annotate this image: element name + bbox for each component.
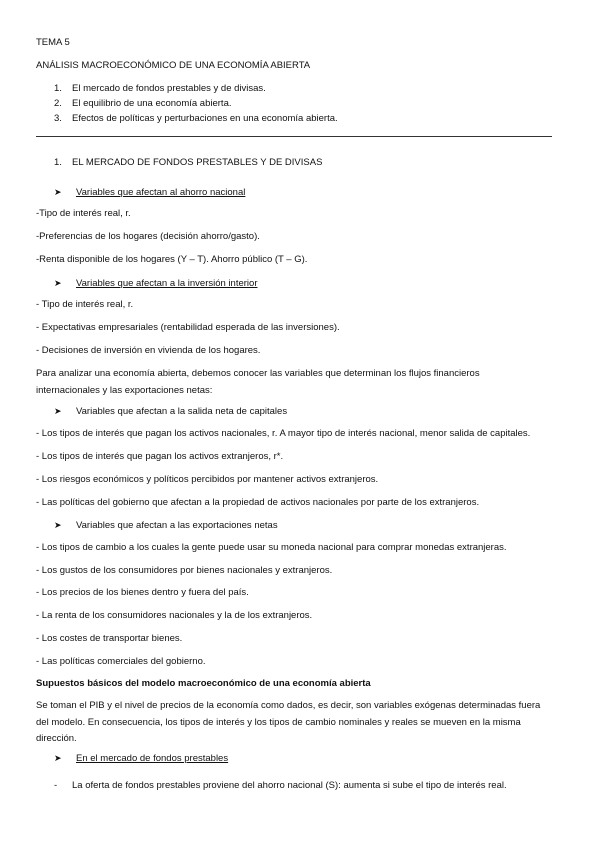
intro-paragraph: Para analizar una economía abierta, debemos conocer las variables que determinan los flujos financieros internacionales y las exportaciones netas: — [36, 368, 480, 396]
subheading-exportaciones — [54, 519, 278, 532]
toc-text: El mercado de fondos prestables y de divisas. — [72, 83, 266, 94]
toc-number: 1. — [54, 83, 62, 94]
arrow-bullet-icon: ➤ — [54, 520, 62, 530]
subheading-fondos-prestables — [54, 752, 228, 765]
horizontal-divider — [36, 136, 552, 137]
supuestos-heading: Supuestos básicos del modelo macroeconómico de una economía abierta — [36, 678, 371, 689]
list-item-text: La oferta de fondos prestables proviene del ahorro nacional (S): aumenta si sube el tipo de interés real. — [72, 780, 507, 791]
section-heading — [54, 157, 322, 169]
toc-number: 3. — [54, 113, 62, 124]
list-item: - Los precios de los bienes dentro y fuera del país. — [36, 587, 249, 598]
list-item: - Decisiones de inversión en vivienda de los hogares. — [36, 345, 261, 356]
tema-label: TEMA 5 — [36, 37, 70, 48]
arrow-bullet-icon: ➤ — [54, 406, 62, 416]
list-item: - Las políticas comerciales del gobierno. — [36, 656, 206, 667]
toc-item — [54, 113, 338, 125]
subheading-ahorro — [54, 186, 245, 199]
subheading-text: Variables que afectan a la salida neta de capitales — [76, 406, 288, 417]
subheading-salida-capitales — [54, 405, 287, 418]
list-item: - Los tipos de interés que pagan los activos extranjeros, r*. — [36, 451, 284, 462]
list-item: -Preferencias de los hogares (decisión ahorro/gasto). — [36, 231, 260, 242]
arrow-bullet-icon: ➤ — [54, 278, 62, 288]
toc-item — [54, 98, 232, 110]
arrow-bullet-icon: ➤ — [54, 187, 62, 197]
arrow-bullet-icon: ➤ — [54, 753, 62, 763]
supuestos-paragraph: Se toman el PIB y el nivel de precios de la economía como dados, es decir, son variables exógenas determinadas fuera del modelo. En consecuencia, los tipos de interés y los tipos de cambio nominales y reales se mueven en la misma dirección. — [36, 700, 541, 744]
list-item: - Los costes de transportar bienes. — [36, 633, 183, 644]
list-item: - Las políticas del gobierno que afectan a la propiedad de activos nacionales por parte de los extranjeros. — [36, 497, 480, 508]
list-item: - Los gustos de los consumidores por bienes nacionales y extranjeros. — [36, 565, 333, 576]
subheading-inversion — [54, 277, 257, 290]
toc-text: Efectos de políticas y perturbaciones en una economía abierta. — [72, 113, 338, 124]
subheading-text: En el mercado de fondos prestables — [76, 753, 229, 764]
toc-item — [54, 83, 266, 95]
toc-text: El equilibrio de una economía abierta. — [72, 98, 232, 109]
list-item: - Tipo de interés real, r. — [36, 299, 134, 310]
list-item: - La renta de los consumidores nacionales y la de los extranjeros. — [36, 610, 313, 621]
list-item: - Expectativas empresariales (rentabilidad esperada de las inversiones). — [36, 322, 340, 333]
subheading-text: Variables que afectan a la inversión interior — [76, 278, 258, 289]
list-item: - Los riesgos económicos y políticos percibidos por mantener activos extranjeros. — [36, 474, 379, 485]
list-item: -Renta disponible de los hogares (Y – T). Ahorro público (T – G). — [36, 254, 308, 265]
list-item: -Tipo de interés real, r. — [36, 208, 131, 219]
list-dash: - — [54, 780, 58, 791]
list-item: - Los tipos de cambio a los cuales la gente puede usar su moneda nacional para comprar monedas extranjeras. — [36, 542, 507, 553]
toc-number: 2. — [54, 98, 62, 109]
subheading-text: Variables que afectan al ahorro nacional — [76, 187, 246, 198]
section-number: 1. — [54, 157, 62, 168]
list-item: - Los tipos de interés que pagan los activos nacionales, r. A mayor tipo de interés nacional, menor salida de capitales. — [36, 428, 531, 439]
list-item — [54, 780, 507, 792]
subheading-text: Variables que afectan a las exportaciones netas — [76, 520, 278, 531]
document-title: ANÁLISIS MACROECONÓMICO DE UNA ECONOMÍA ABIERTA — [36, 60, 311, 71]
section-title: EL MERCADO DE FONDOS PRESTABLES Y DE DIVISAS — [72, 157, 323, 168]
